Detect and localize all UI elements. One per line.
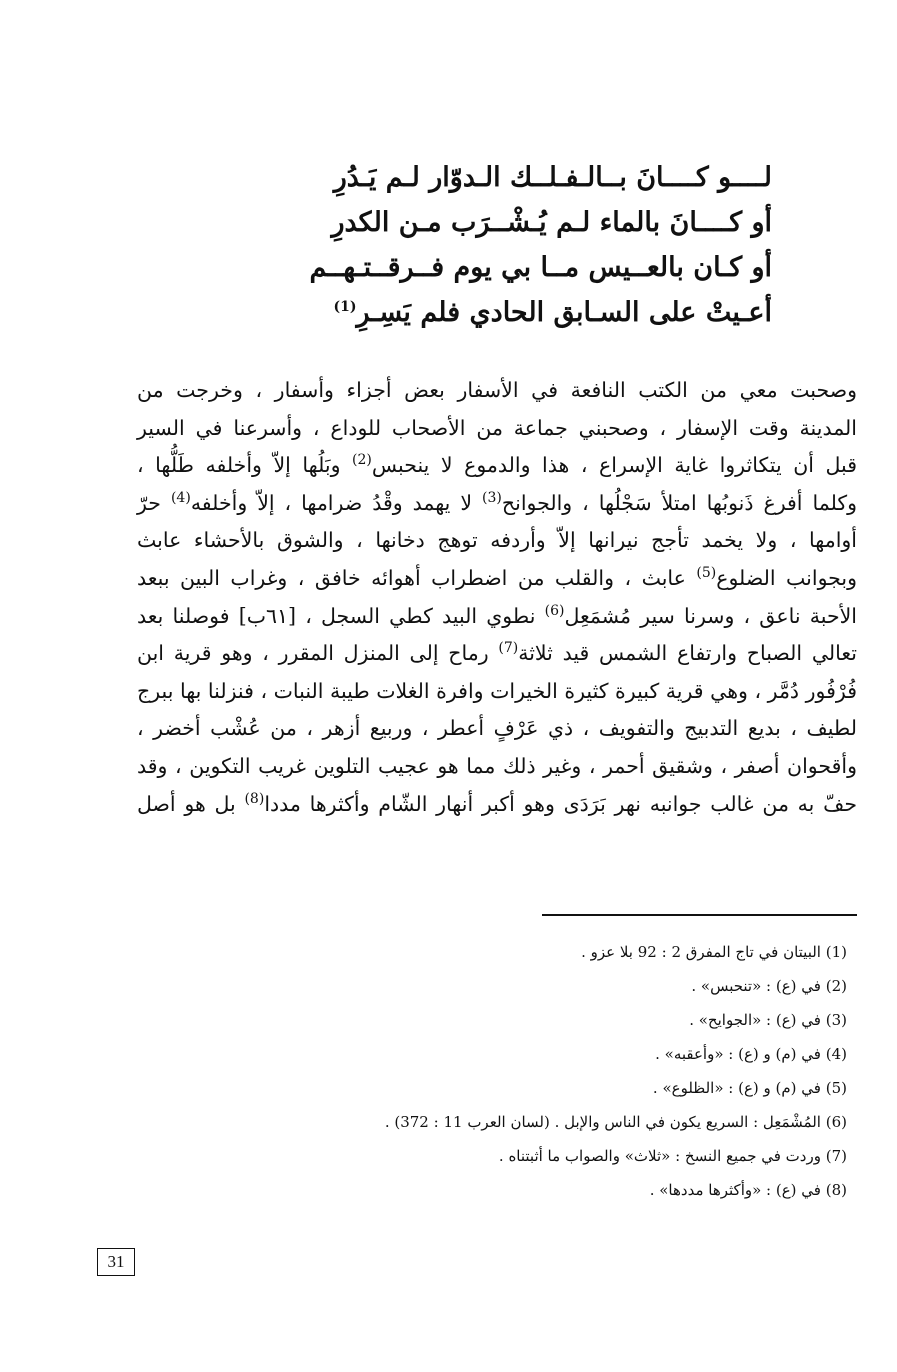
- prose-text: وبَلُها إلاّ وأخلفه طَلُّها ،: [137, 453, 353, 478]
- footnote-marker: (7): [498, 640, 519, 657]
- prose-line: [137, 786, 857, 824]
- prose-text: قبل أن يتكاثروا غاية الإسراع ، هذا والدموع لا ينحبس: [371, 453, 858, 478]
- footnote-marker: (4): [170, 489, 191, 506]
- poem-verse: [252, 290, 772, 335]
- prose-text: حفّ به من غالب جوانبه نهر بَرَدَى وهو أكبر أنهار الشّام وأكثرها مددا: [264, 791, 857, 816]
- prose-paragraph: [137, 372, 857, 823]
- prose-text: حرّ: [137, 490, 171, 515]
- footnote-item: (7) وردت في جميع النسخ : «ثلاث» والصواب ما أثبتناه .: [498, 1147, 847, 1165]
- prose-line: [137, 598, 857, 636]
- prose-line: أوامها ، ولا يخمد تأجج نيرانها إلاّ وأردفه توهج دخانها ، والشوق بالأحشاء عابث: [137, 528, 857, 553]
- prose-text: وبجوانب الضلوع: [716, 565, 857, 590]
- poem-verse: أو كــــانَ بالماء لـم يُـشْــرَب مـن الكدرِ: [331, 207, 772, 238]
- page-number: 31: [97, 1248, 135, 1276]
- footnote-item: (1) البيتان في تاج المفرق 2 : 92 بلا عزو .: [581, 943, 847, 961]
- prose-line: وصحبت معي من الكتب النافعة في الأسفار بعض أجزاء وأسفار ، وخرجت من: [137, 378, 857, 402]
- prose-line: [137, 485, 857, 523]
- prose-text: لا يهمد وقْدُ ضرامها ، إلاّ وأخلفه: [190, 490, 483, 515]
- footnote-item: (2) في (ع) : «تنحبس» .: [691, 977, 847, 995]
- poem-block: [252, 155, 772, 335]
- prose-text: بل هو أصل: [137, 791, 245, 816]
- footnote-divider: [542, 914, 857, 916]
- prose-line: وأقحوان أصفر ، وشقيق أحمر ، وغير ذلك مما هو عجيب التلوين غريب التكوين ، وقد: [137, 753, 857, 778]
- footnote-item: (4) في (م) و (ع) : «وأعقبه» .: [655, 1045, 847, 1063]
- poem-verse: لــــو كــــانَ بــالـفـلــك الـدوّار لـم يَـدُرِ: [333, 162, 772, 193]
- prose-line: [137, 635, 857, 673]
- footnote-marker: (5): [696, 565, 717, 582]
- prose-text: الأحبة ناعق ، وسرنا سير مُشمَعِل: [564, 603, 857, 628]
- footnote-marker: (6): [544, 602, 565, 619]
- footnote-item: (3) في (ع) : «الجوايح» .: [689, 1011, 847, 1029]
- prose-text: وكلما أفرغ ذَنوبُها امتلأ سَجْلُها ، والجوانح: [501, 490, 858, 515]
- prose-line: المدينة وقت الإسفار ، وصحبني جماعة من الأصحاب للوداع ، وأسرعنا في السير: [137, 415, 857, 440]
- prose-text: نطوي البيد كطي السجل ، [٦١ب] فوصلنا بعد: [137, 603, 545, 628]
- footnote-item: (5) في (م) و (ع) : «الظلوع» .: [652, 1079, 847, 1097]
- footnotes-list: [247, 935, 847, 1207]
- footnote-marker: (1): [333, 299, 357, 315]
- prose-line: [137, 447, 857, 485]
- footnote-marker: (2): [352, 452, 372, 469]
- prose-text: تعالي الصباح وارتفاع الشمس قيد ثلاثة: [518, 641, 857, 666]
- prose-text: رماح إلى المنزل المقرر ، وهو قرية ابن: [137, 641, 499, 666]
- footnote-item: (6) المُشْمَعِل : السريع يكون في الناس والإبل . (لسان العرب 11 : 372) .: [384, 1113, 847, 1131]
- footnote-marker: (3): [482, 489, 502, 506]
- prose-line: [137, 560, 857, 598]
- poem-verse: أو كـان بالعــيس مــا بي يوم فــرقــتـهــم: [309, 252, 772, 283]
- prose-line: فُرْفُور دُمَّر ، وهي قرية كبيرة كثيرة الخيرات وافرة الغلات طيبة النبات ، فنزلنا بها ببرج: [137, 678, 857, 703]
- prose-line: لطيف ، بديع التدبيج والتفويف ، ذي عَرْفٍ أعطر ، وربيع أزهر ، من عُشْب أخضر ،: [137, 716, 857, 741]
- footnote-item: (8) في (ع) : «وأكثرها مددها» .: [649, 1181, 847, 1199]
- prose-text: عابث ، والقلب من اضطراب أهوائه خافق ، وغراب البين ببعد: [137, 565, 697, 590]
- poem-verse-text: أعـيتْ على السـابق الحادي فلم يَسِـرِ: [356, 297, 772, 328]
- footnote-marker: (8): [244, 790, 265, 807]
